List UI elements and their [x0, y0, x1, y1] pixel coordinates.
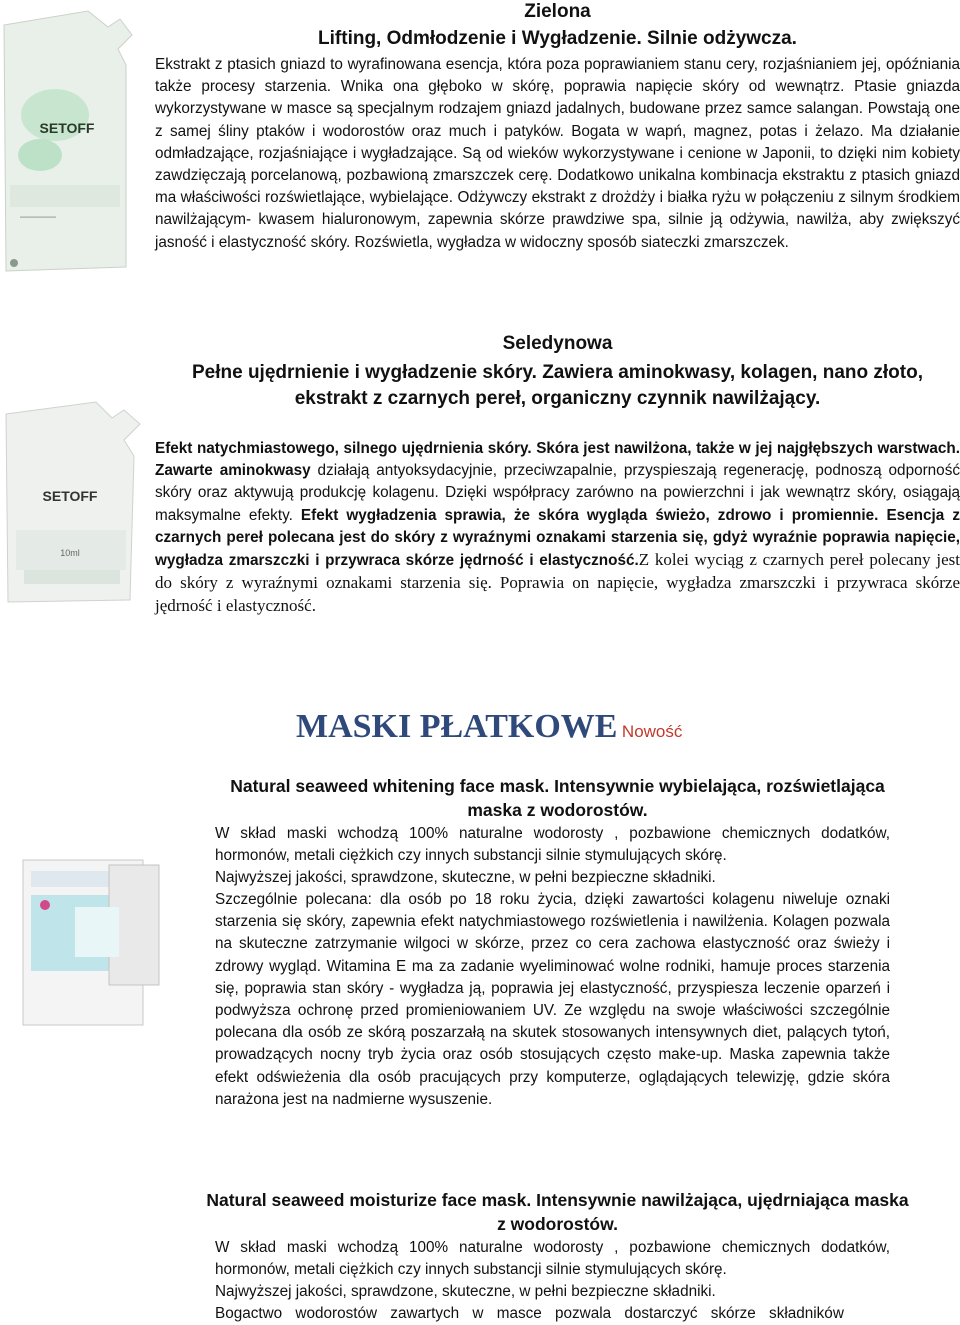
mask2-title: Natural seaweed moisturize face mask. Intensywnie nawilżająca, ujędrniająca maska z wodorostów. — [206, 1190, 909, 1234]
mask1-p2: Najwyższej jakości, sprawdzone, skuteczne, w pełni bezpieczne składniki. — [215, 869, 716, 886]
svg-text:———: ——— — [20, 209, 56, 223]
seledyn-pouch-brand: SETOFF — [42, 488, 98, 504]
section-green-title: Zielona — [524, 1, 591, 22]
section-seledyn-subtitle: Pełne ujędrnienie i wygładzenie skóry. Zawiera aminokwasy, kolagen, nano złoto, ekstrakt z czarnych pereł, organiczny czynnik nawilżający. — [191, 362, 923, 409]
section-masks-heading — [296, 708, 896, 746]
seaweed-mask-package-image — [15, 855, 165, 1030]
seledyn-text-bold-3: Efekt wygładzenia sprawia, że skóra wygląda świeżo, zdrowo i promiennie. Esencja z czarnych pereł polecana jest do skóry z wyraźnymi oznakami starzenia się, gdyż wyraźnie poprawia napięcie, wygładza zmarszczki i przywraca skórze jędrność i elastyczność. — [155, 506, 960, 570]
mask1-p1: W skład maski wchodzą 100% naturalne wodorosty , pozbawione chemicznych dodatków, hormonów, metali ciężkich czy innych substancji silnie stymulujących skórę. — [215, 825, 890, 865]
mask1-title: Natural seaweed whitening face mask. Intensywnie wybielająca, rozświetlająca maska z wodorostów. — [230, 776, 885, 820]
mask2-p1: W skład maski wchodzą 100% naturalne wodorosty , pozbawione chemicznych dodatków, hormonów, metali ciężkich czy innych substancji silnie stymulujących skórę. — [215, 1239, 890, 1279]
section-seledyn-title: Seledynowa — [502, 333, 613, 354]
green-pouch-brand: SETOFF — [39, 120, 95, 136]
mask2-p2: Najwyższej jakości, sprawdzone, skuteczne, w pełni bezpieczne składniki. — [215, 1283, 716, 1300]
section-green-text: Ekstrakt z ptasich gniazd to wyrafinowana esencja, która poza poprawianiem stanu cery, rozjaśnianiem jej, opóźniania także procesy starzenia. Wnika ona głęboko w skórę, poprawia napięcie skóry od wewnątrz. Ptasie gniazda wykorzystywane w masce są specjalnym rodzajem gniazd jadalnych, budowane przez samce salangan. Powstają one z samej śliny ptaków i wodorostów oraz much i patyków. Bogata w wapń, magnez, potas i żelazo. Ma działanie odmładzające, rozjaśniające i wygładzające. Są od wieków wykorzystywane i cenione w Japonii, to dzięki nim kobiety zawdzięczają porcelanową, pozbawioną zmarszczek cerę. Dodatkowo unikalna kombinacja ekstraktu z ptasich gniazd ma właściwości rozświetlające, wybielające. Odżywczy ekstrakt z drożdży i białka ryżu w połączeniu z silnym środkiem nawilżającym- kwasem hialuronowym, zapewnia skórze prawdziwe spa, silnie ją odżywia, nawilża, aby zwiększyć jasność i elastyczność skóry. Rozświetla, wygładza w widoczny sposób siateczki zmarszczek. — [155, 56, 960, 251]
mask2-p3: Bogactwo wodorostów zawartych w masce pozwala dostarczyć skórze składników — [215, 1305, 844, 1322]
mask1-p3: Szczególnie polecana: dla osób po 18 roku życia, dzięki zawartości kolagenu niweluje oznaki starzenia się skóry, zapewnia efekt natychmiastowego rozświetlenia i nawilżenia. Kolagen pozwala na skuteczne zatrzymanie wilgoci w skórze, przez co cera zachowa elastyczność oraz świeży i zdrowy wygląd. Witamina E ma za zadanie wyeliminować wolne rodniki, hamuje proces starzenia się, poprawia stan skóry - wygładza ją, poprawia jej elastyczność, przyspiesza leczenie oparzeń i podwyższa ochronę przed promieniowaniem UV. Ze względu na swoje właściwości szczególnie polecana dla osób ze skórą poszarzałą na skutek stosowanych intensywnych diet, palących tytoń, prowadzących nocny tryb życia oraz osób stosujących często make-up. Maska zapewnia także efekt odświeżenia dla osób pracujących przy komputerze, oglądających telewizję, gdzie skóra narażona jest na nadmierne wysuszenie. — [215, 891, 890, 1108]
section-seledyn-text — [155, 438, 960, 619]
section-green-subtitle: Lifting, Odmłodzenie i Wygładzenie. Silnie odżywcza. — [318, 28, 797, 49]
seledyn-text-4: Z kolei wyciąg z czarnych pereł polecany jest do skóry z wyraźnymi oznakami starzenia się. Poprawia on napięcie, wygładza zmarszczki i przywraca skórze jędrność i elastyczność. — [155, 550, 960, 616]
seledyn-text-2: działają antyoksydacyjnie, przeciwzapalnie, przyspieszają regenerację, podnoszą odporność skóry oraz aktywują produkcję kolagenu. Dzięki współpracy zarówno na powierzchni i jak wewnątrz skóry, osiągają maksymalne efekty. — [155, 462, 960, 524]
seledyn-pouch-volume: 10ml — [60, 548, 80, 558]
seledyn-text-bold-1: Efekt natychmiastowego, silnego ujędrnienia skóry. Skóra jest nawilżona, także w jej najgłębszych warstwach. Zawarte aminokwasy — [155, 440, 960, 480]
masks-heading-text: MASKI PŁATKOWE — [296, 708, 618, 745]
masks-new-badge: Nowość — [621, 722, 683, 741]
green-mask-pouch-image — [0, 5, 134, 275]
